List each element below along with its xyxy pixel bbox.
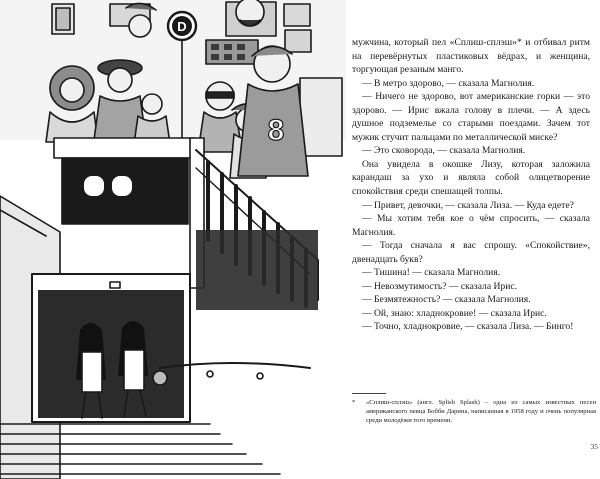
paragraph: — Привет, девочки, — сказала Лиза. — Куда едете? bbox=[362, 199, 574, 211]
jersey-number: 8 bbox=[267, 114, 285, 147]
page-number: 35 bbox=[590, 442, 598, 451]
paragraph: — В метро здорово, — сказала Магнолия. bbox=[362, 77, 535, 89]
footnote-divider bbox=[352, 393, 386, 394]
footnote-text: «Сплиш-сплэш» (англ. Splish Splash) – одна из самых известных песен американского певца Бобби Дарина, написанная в 1958 году и очень популярная среди молодёжи того времени. bbox=[366, 399, 596, 424]
paragraph: — Невозмутимость? — сказала Ирис. bbox=[362, 280, 517, 292]
paragraph: — Мы хотим тебя кое о чём спросить, — сказала Магнолия. bbox=[352, 213, 590, 238]
paragraph bbox=[352, 36, 590, 77]
paragraph: — Тогда сначала я вас спрошу. «Спокойствие», двенадцать букв? bbox=[352, 240, 590, 265]
clock-letter: D bbox=[177, 19, 187, 34]
paragraph: — Тишина! — сказала Магнолия. bbox=[362, 267, 501, 279]
paragraph: — Ой, знаю: хладнокровие! — сказала Ирис. bbox=[362, 307, 547, 319]
main-text bbox=[352, 36, 590, 334]
paragraph: — Точно, хладнокровие, — сказала Лиза. — Бинго! bbox=[362, 321, 574, 333]
footnote-mark: * bbox=[352, 399, 356, 406]
footnote bbox=[352, 398, 596, 425]
paragraph: — Ничего не здорово, вот американские горки — это здорово. — Ирис вжала голову в плечи. — А здесь душное подземелье со старыми поездами. Зачем тот мужик стучит пальцами по металлической миске? bbox=[352, 91, 590, 143]
paragraph: Она увидела в окошке Лизу, которая заложила карандаш за ухо и являла собой олицетворение спокойствия среди спешащей толпы. bbox=[352, 158, 590, 198]
paragraph: — Это сковорода, — сказала Магнолия. bbox=[362, 145, 526, 157]
paragraph: — Безмятежность? — сказала Магнолия. bbox=[362, 294, 531, 306]
paragraph-text: мужчина, который пел «Сплиш-сплэш»* и отбивал ритм на перевёрнутых пластиковых вёдрах, и женщина, торгующая резаным манго. bbox=[352, 37, 590, 76]
